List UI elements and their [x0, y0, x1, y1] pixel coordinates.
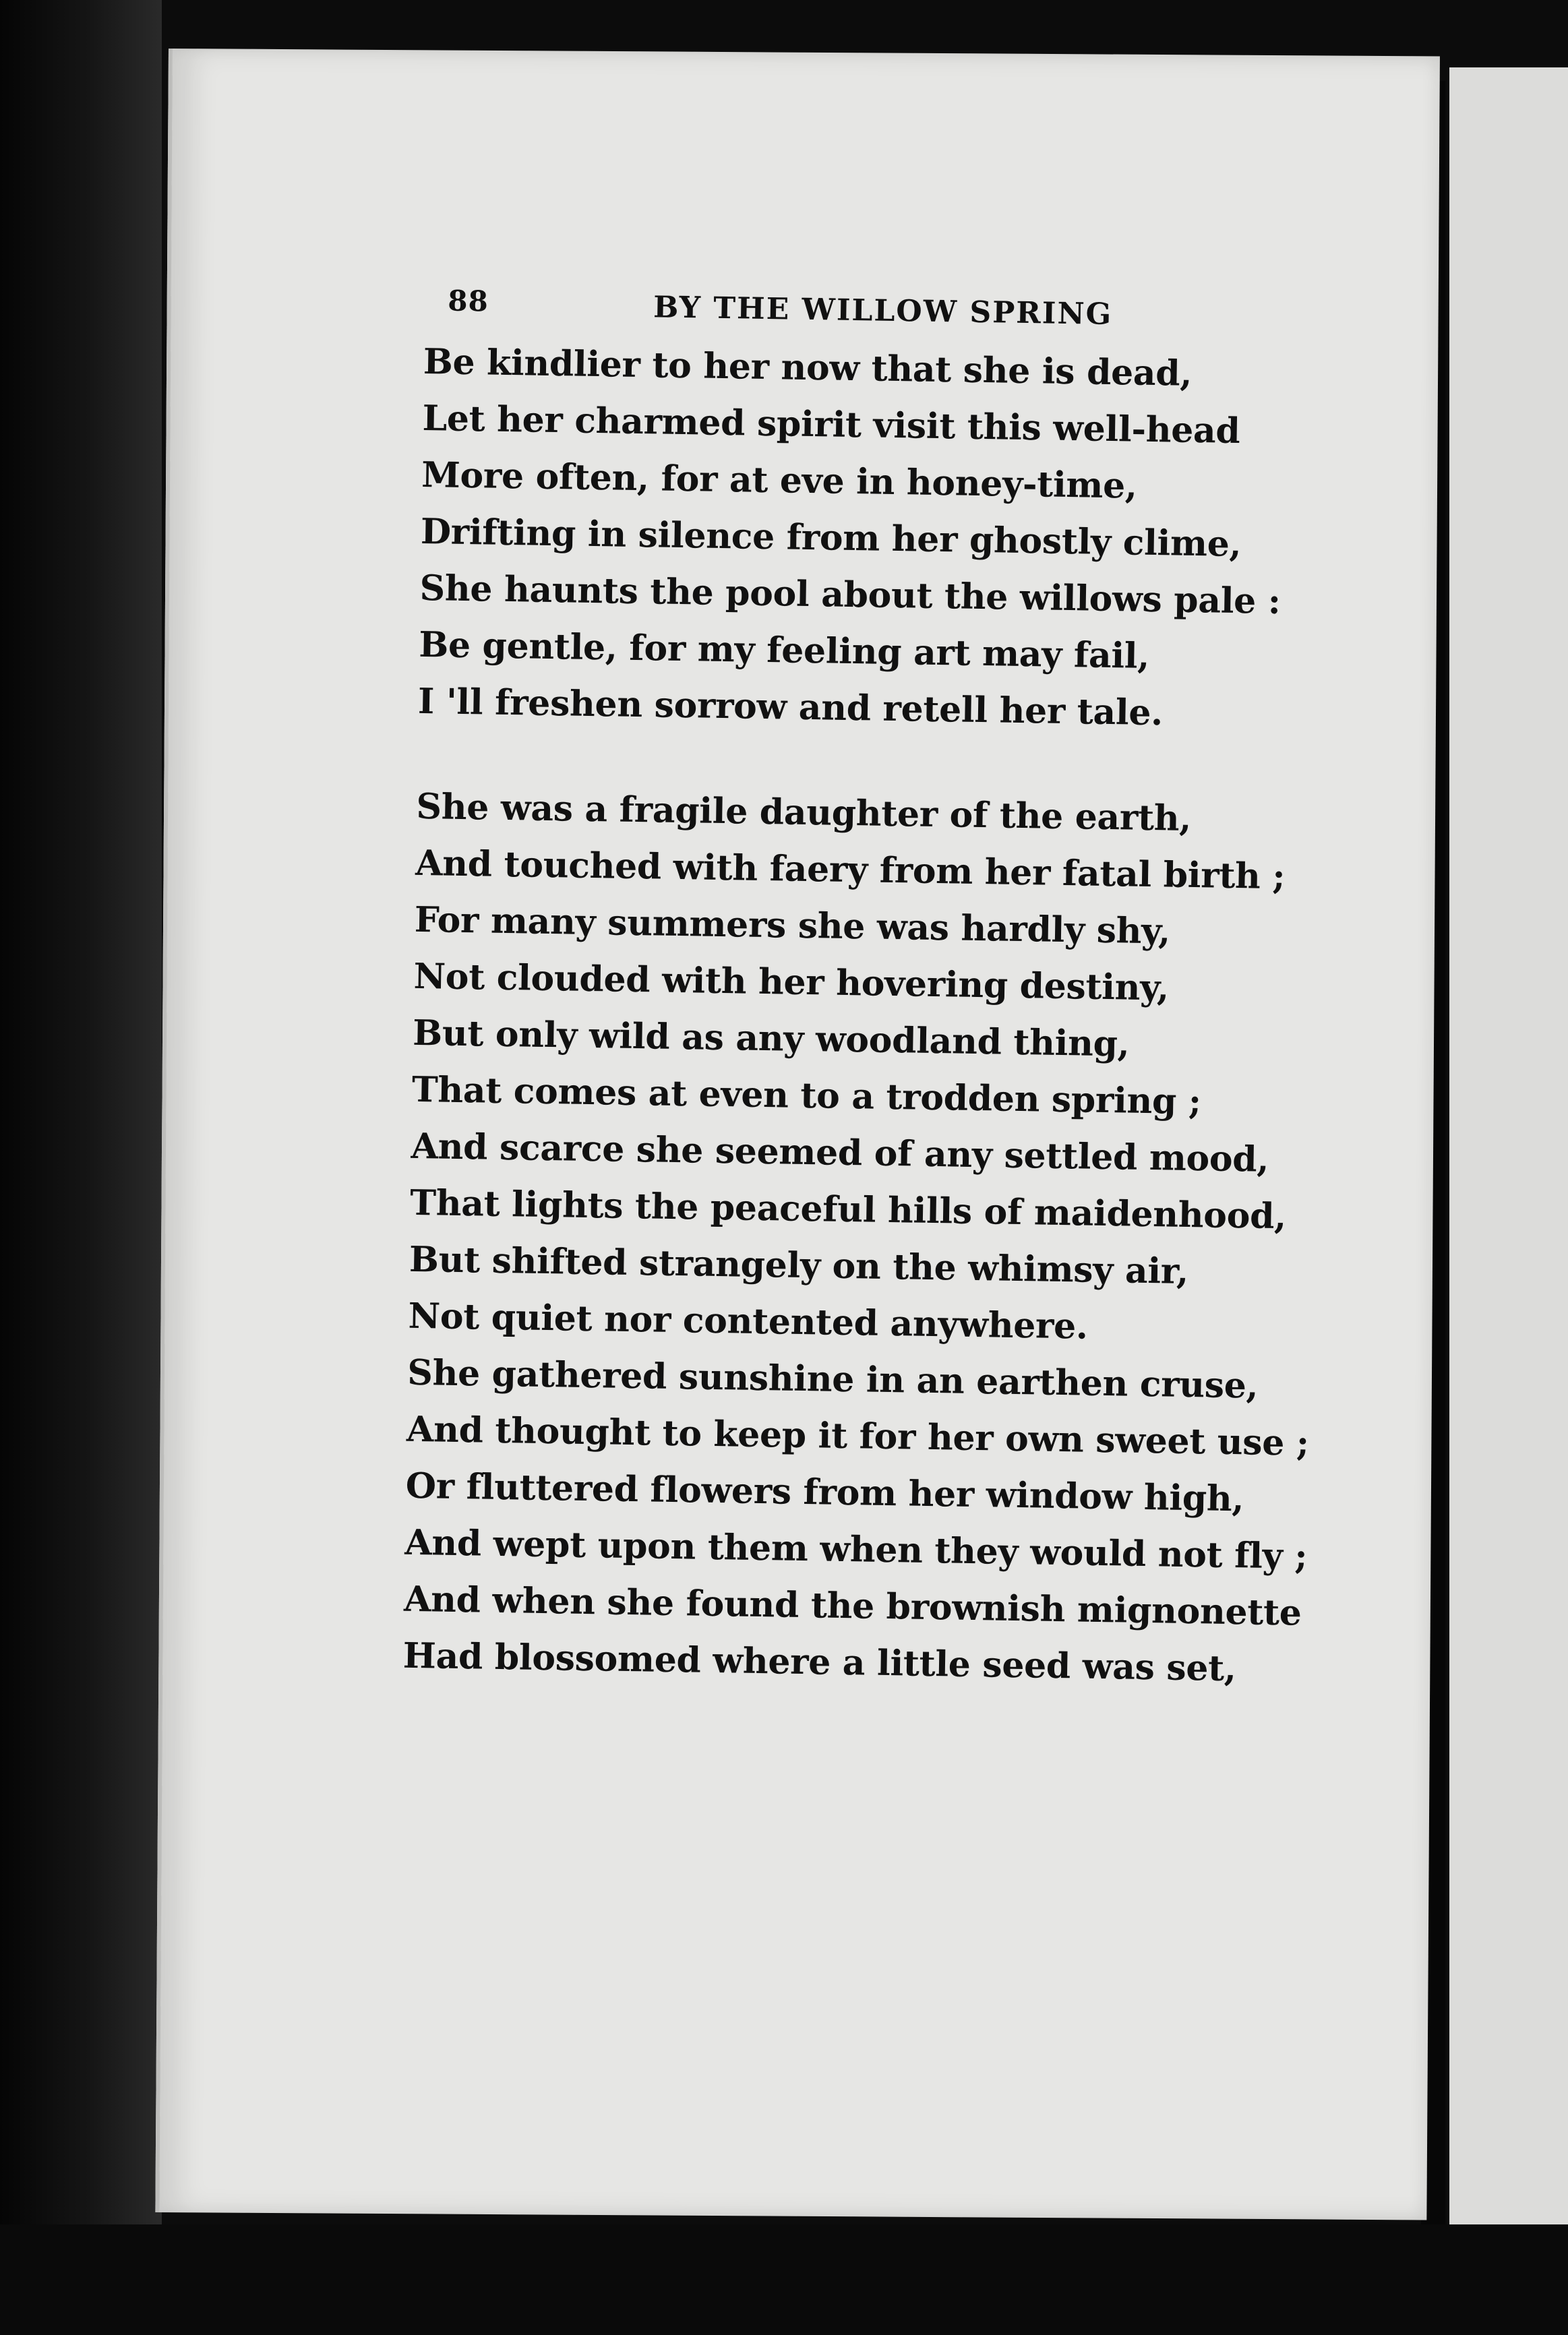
poem-line: That lights the peaceful hills of maidenhood,: [409, 1182, 1287, 1238]
poem-line: Let her charmed spirit visit this well-head: [422, 397, 1240, 452]
poem-line: And scarce she seemed of any settled mood,: [411, 1125, 1269, 1180]
page-text: [402, 273, 1310, 1698]
poem-line: I 'll freshen sorrow and retell her tale.: [417, 680, 1164, 734]
poem-line: And touched with faery from her fatal birth ;: [415, 842, 1286, 898]
page-number: 88: [447, 284, 489, 318]
poem-line: And when she found the brownish mignonette: [403, 1578, 1302, 1634]
facing-page-edge: [1449, 67, 1568, 2251]
poem-line: Not quiet nor contented anywhere.: [408, 1295, 1089, 1347]
stanza-2: [402, 779, 1310, 1698]
poem-line: Be gentle, for my feeling art may fail,: [418, 624, 1150, 677]
poem-line: She was a fragile daughter of the earth,: [416, 785, 1192, 839]
poem-line: Not clouded with her hovering destiny,: [413, 955, 1170, 1009]
poem-line: That comes at even to a trodden spring ;: [411, 1068, 1202, 1123]
bottom-border: [0, 2224, 1568, 2335]
poem-line: Had blossomed where a little seed was set,: [402, 1635, 1237, 1690]
poem-line: She haunts the pool about the willows pale :: [419, 567, 1281, 622]
poem-line: More often, for at eve in honey-time,: [421, 454, 1138, 507]
poem-line: But only wild as any woodland thing,: [412, 1012, 1130, 1065]
poem-line: And thought to keep it for her own sweet use ;: [406, 1408, 1310, 1464]
poem-line: But shifted strangely on the whimsy air,: [409, 1238, 1189, 1292]
poem-line: And wept upon them when they would not fly ;: [404, 1521, 1308, 1577]
poem-line: Be kindlier to her now that she is dead,: [423, 340, 1193, 394]
poem-line: She gathered sunshine in an earthen cruse,: [406, 1352, 1259, 1407]
running-title: BY THE WILLOW SPRING: [653, 290, 1113, 332]
poem-line: Or fluttered flowers from her window high,: [405, 1465, 1244, 1520]
book-spine-shadow: [0, 0, 162, 2335]
poem-line: For many summers she was hardly shy,: [414, 899, 1171, 952]
poem-line: Drifting in silence from her ghostly clime,: [420, 510, 1242, 566]
stanza-1: [417, 334, 1300, 744]
